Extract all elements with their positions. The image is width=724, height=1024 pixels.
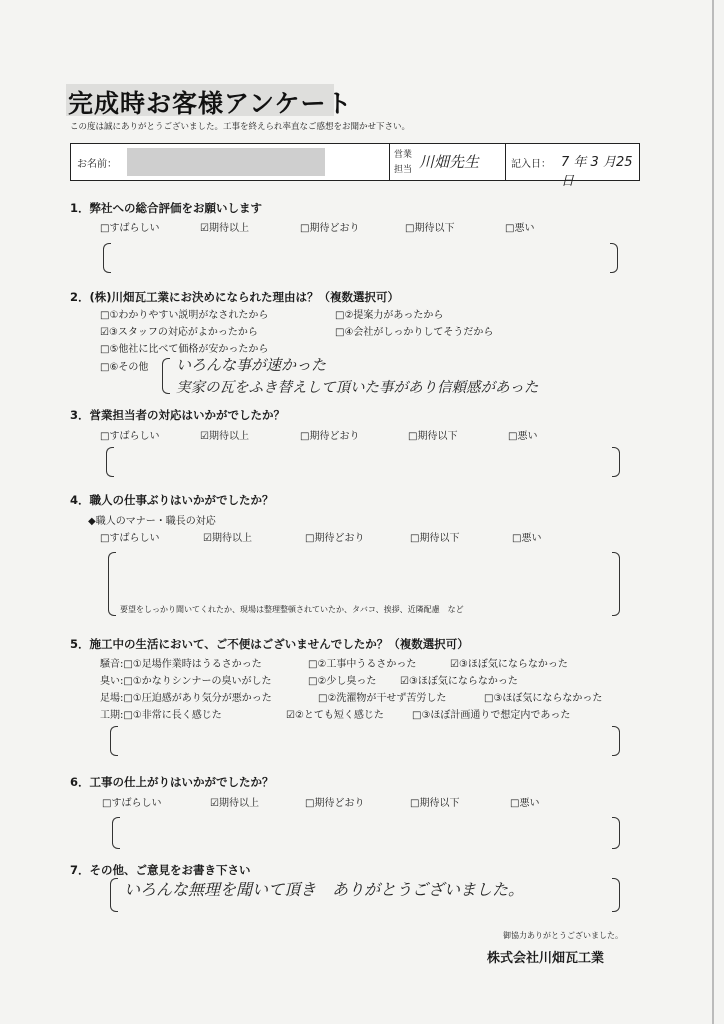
page-title: 完成時お客様アンケート <box>68 89 353 118</box>
q1-bracket-left <box>103 243 111 273</box>
staff-name: 川畑先生 <box>419 153 480 171</box>
q7-handwritten: いろんな無理を聞いて頂き ありがとうございました。 <box>124 880 525 899</box>
q6-bracket-left <box>112 817 120 849</box>
q2-bracket-left <box>162 358 170 394</box>
q6-option-5[interactable]: □悪い <box>510 798 540 809</box>
q1-option-1[interactable]: □すばらしい <box>100 223 160 234</box>
q5-period-3[interactable]: □③ほぼ計画通りで想定内であった <box>412 710 571 721</box>
q4-option-3[interactable]: □期待どおり <box>305 533 365 544</box>
staff-label-2: 担当 <box>394 165 413 175</box>
q2-option-5[interactable]: □⑤他社に比べて価格が安かったから <box>100 344 269 355</box>
q3-option-1[interactable]: □すばらしい <box>100 431 160 442</box>
q7-bracket-left <box>110 878 118 912</box>
q5-smell-3[interactable]: ☑③ほぼ気にならなかった <box>400 676 518 687</box>
q4-bracket-left <box>108 552 116 616</box>
q4-option-5[interactable]: □悪い <box>512 533 542 544</box>
q5-smell-1[interactable]: 臭い:□①かなりシンナーの臭いがした <box>100 676 272 687</box>
q4-sub: ◆職人のマナー・職長の対応 <box>88 516 216 527</box>
q3-option-5[interactable]: □悪い <box>508 431 538 442</box>
name-cell <box>71 144 390 180</box>
q2-option-4[interactable]: □④会社がしっかりしてそうだから <box>335 327 494 338</box>
q2-option-3[interactable]: ☑③スタッフの対応がよかったから <box>100 327 258 338</box>
q1-option-3[interactable]: □期待どおり <box>300 223 360 234</box>
q2-option-6[interactable]: □⑥その他 <box>100 362 149 373</box>
q4-option-4[interactable]: □期待以下 <box>410 533 460 544</box>
footer-thanks: 御協力ありがとうございました。 <box>503 931 623 940</box>
q5-period-1[interactable]: 工期:□①非常に長く感じた <box>100 710 222 721</box>
q5-bracket-right <box>612 726 620 756</box>
q3-bracket-left <box>106 447 114 477</box>
q5-bracket-left <box>110 726 118 756</box>
q5-label: 5．施工中の生活において、ご不便はございませんでしたか？（複数選択可） <box>70 637 469 651</box>
page-subtitle: この度は誠にありがとうございました。工事を終えられ率直なご感想をお聞かせ下さい。 <box>70 122 411 132</box>
q1-option-5[interactable]: □悪い <box>505 223 535 234</box>
q6-option-3[interactable]: □期待どおり <box>305 798 365 809</box>
q6-bracket-right <box>612 817 620 849</box>
q2-option-1[interactable]: □①わかりやすい説明がなされたから <box>100 310 269 321</box>
q6-option-4[interactable]: □期待以下 <box>410 798 460 809</box>
q2-label: 2．(株)川畑瓦工業にお決めになられた理由は？（複数選択可） <box>70 290 400 304</box>
date-label: 記入日： <box>511 159 551 170</box>
q4-bracket-right <box>612 552 620 616</box>
name-row <box>70 143 640 189</box>
q3-option-3[interactable]: □期待どおり <box>300 431 360 442</box>
q6-label: 6．工事の仕上がりはいかがでしたか？ <box>70 775 274 789</box>
q4-note: 要望をしっかり聞いてくれたか、現場は整理整頓されていたか、タバコ、挨拶、近隣配慮 など <box>120 605 464 614</box>
q5-smell-2[interactable]: □②少し臭った <box>308 676 377 687</box>
q1-bracket-right <box>610 243 618 273</box>
date-value: 7 年 3 月25 日 <box>561 155 633 189</box>
company-name: 株式会社川畑瓦工業 <box>487 951 605 966</box>
q2-option-2[interactable]: □②提案力があったから <box>335 310 444 321</box>
q1-option-4[interactable]: □期待以下 <box>405 223 455 234</box>
q5-noise-1[interactable]: 騒音:□①足場作業時はうるさかった <box>100 659 262 670</box>
q5-scaffold-1[interactable]: 足場:□①圧迫感があり気分が悪かった <box>100 693 272 704</box>
q2-handwritten-2: 実家の瓦をふき替えして頂いた事があり信頼感があった <box>176 380 539 396</box>
q3-label: 3．営業担当者の対応はいかがでしたか？ <box>70 408 285 422</box>
staff-label-1: 営業 <box>394 150 413 160</box>
q4-option-1[interactable]: □すばらしい <box>100 533 160 544</box>
staff-cell <box>389 144 506 180</box>
q3-option-2[interactable]: ☑期待以上 <box>200 431 249 442</box>
q4-label: 4．職人の仕事ぶりはいかがでしたか？ <box>70 493 274 507</box>
q6-option-1[interactable]: □すばらしい <box>102 798 162 809</box>
redacted-name <box>127 148 325 176</box>
scan-edge <box>712 0 714 1024</box>
q7-label: 7．その他、ご意見をお書き下さい <box>70 863 251 877</box>
q5-noise-3[interactable]: ☑③ほぼ気にならなかった <box>450 659 568 670</box>
q4-option-2[interactable]: ☑期待以上 <box>203 533 252 544</box>
q5-scaffold-3[interactable]: □③ほぼ気にならなかった <box>484 693 603 704</box>
q1-option-2[interactable]: ☑期待以上 <box>200 223 249 234</box>
q3-option-4[interactable]: □期待以下 <box>408 431 458 442</box>
q5-period-2[interactable]: ☑②とても短く感じた <box>286 710 384 721</box>
q7-bracket-right <box>612 878 620 912</box>
q5-noise-2[interactable]: □②工事中うるさかった <box>308 659 417 670</box>
date-cell <box>505 144 639 189</box>
q3-bracket-right <box>612 447 620 477</box>
q6-option-2[interactable]: ☑期待以上 <box>210 798 259 809</box>
q1-label: 1．弊社への総合評価をお願いします <box>70 201 262 215</box>
q5-scaffold-2[interactable]: □②洗濯物が干せず苦労した <box>318 693 447 704</box>
name-label: お名前： <box>77 159 117 170</box>
q2-handwritten-1: いろんな事が速かった <box>176 356 327 374</box>
